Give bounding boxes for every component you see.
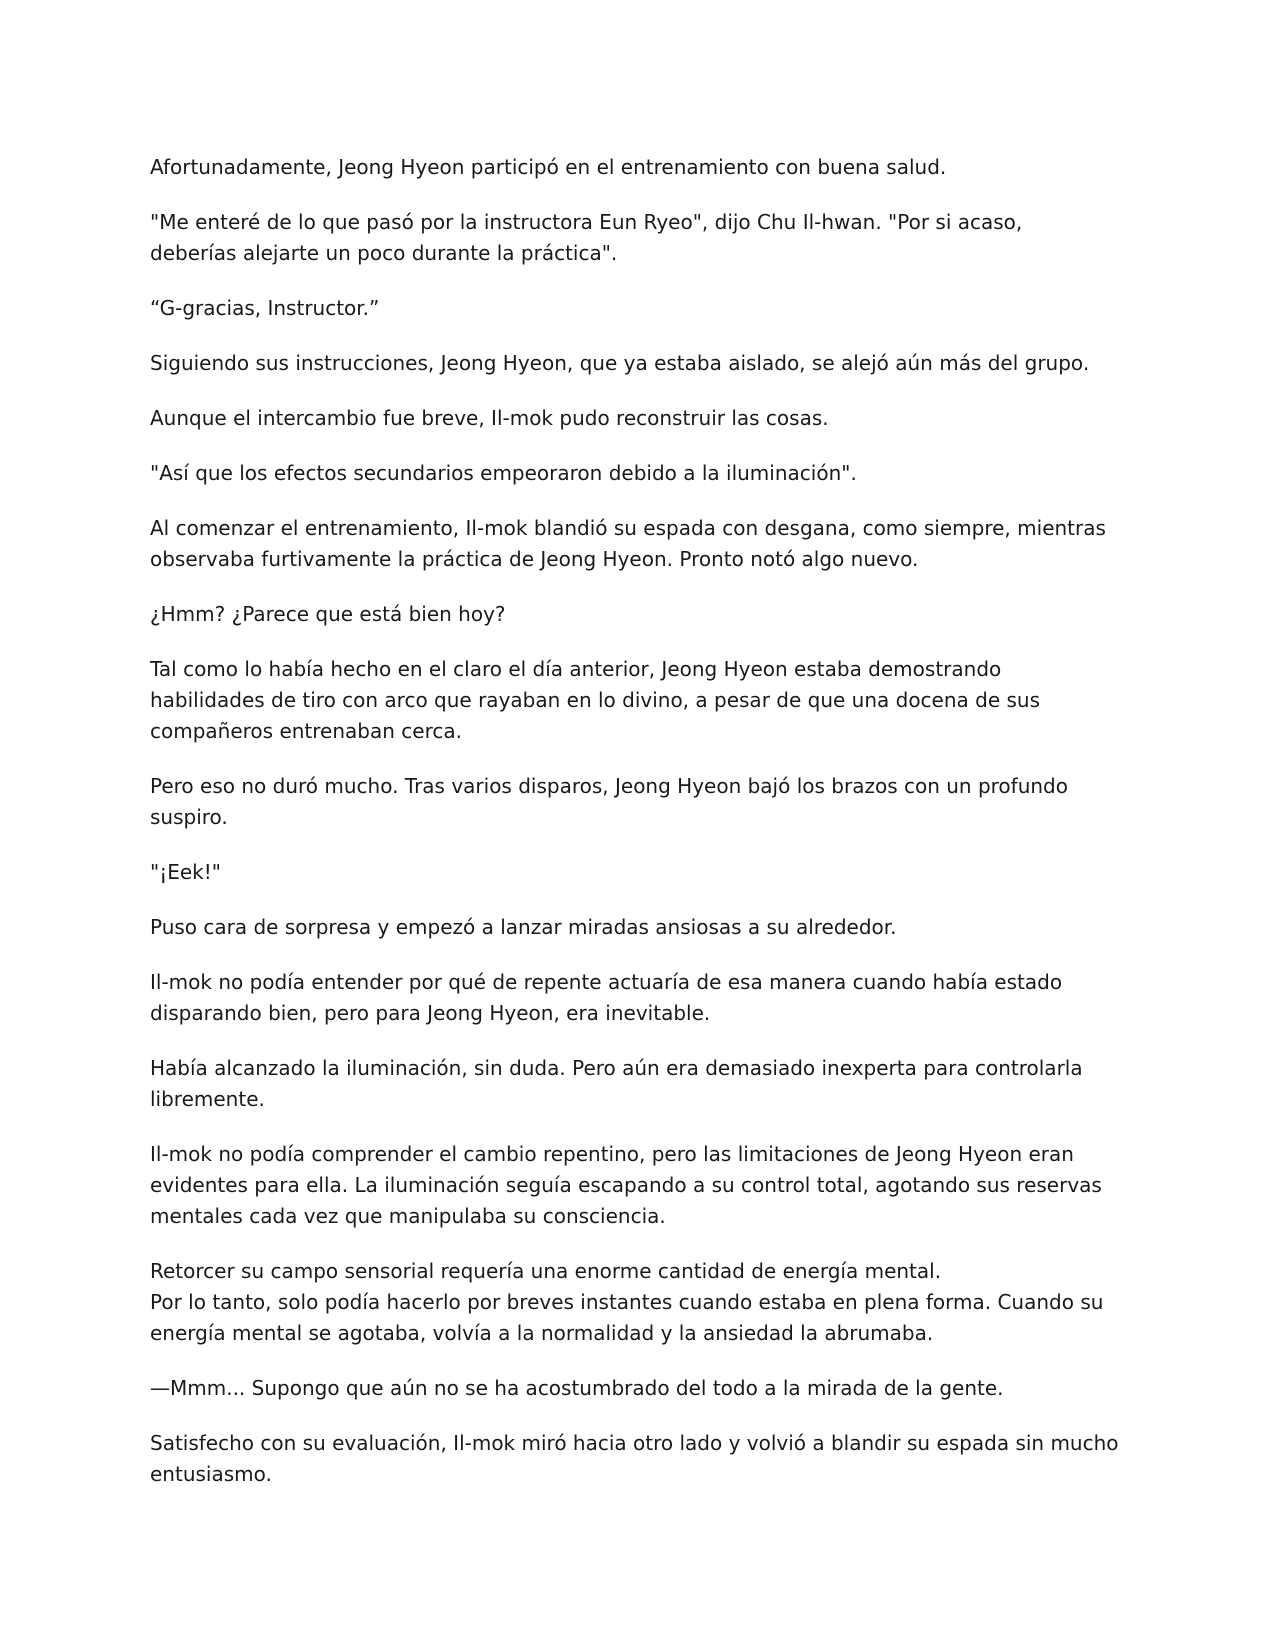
text-line: evidentes para ella. La iluminación seguía escapando a su control total, agotando sus reservas xyxy=(150,1173,1102,1197)
paragraph xyxy=(150,348,1125,379)
paragraph xyxy=(150,293,1125,324)
paragraph xyxy=(150,513,1125,575)
paragraph xyxy=(150,771,1125,833)
text-line: —Mmm... Supongo que aún no se ha acostumbrado del todo a la mirada de la gente. xyxy=(150,1376,1004,1400)
paragraph xyxy=(150,1428,1125,1490)
paragraph xyxy=(150,912,1125,943)
text-line: Puso cara de sorpresa y empezó a lanzar miradas ansiosas a su alrededor. xyxy=(150,915,897,939)
paragraph xyxy=(150,1373,1125,1404)
text-line: libremente. xyxy=(150,1087,265,1111)
text-line: "¡Eek!" xyxy=(150,860,221,884)
text-line: disparando bien, pero para Jeong Hyeon, era inevitable. xyxy=(150,1001,711,1025)
paragraph xyxy=(150,458,1125,489)
text-line: Pero eso no duró mucho. Tras varios disparos, Jeong Hyeon bajó los brazos con un profundo xyxy=(150,774,1068,798)
text-line: Siguiendo sus instrucciones, Jeong Hyeon, que ya estaba aislado, se alejó aún más del grupo. xyxy=(150,351,1090,375)
text-line: suspiro. xyxy=(150,805,228,829)
text-line: "Me enteré de lo que pasó por la instructora Eun Ryeo", dijo Chu Il-hwan. "Por si acaso, xyxy=(150,210,1023,234)
text-line: “G-gracias, Instructor.” xyxy=(150,296,380,320)
text-line: Al comenzar el entrenamiento, Il-mok blandió su espada con desgana, como siempre, mientras xyxy=(150,516,1106,540)
text-line: compañeros entrenaban cerca. xyxy=(150,719,462,743)
text-line: entusiasmo. xyxy=(150,1462,272,1486)
text-line: Aunque el intercambio fue breve, Il-mok pudo reconstruir las cosas. xyxy=(150,406,829,430)
text-line: observaba furtivamente la práctica de Jeong Hyeon. Pronto notó algo nuevo. xyxy=(150,547,919,571)
paragraph xyxy=(150,857,1125,888)
text-line: habilidades de tiro con arco que rayaban en lo divino, a pesar de que una docena de sus xyxy=(150,688,1041,712)
text-line: Por lo tanto, solo podía hacerlo por breves instantes cuando estaba en plena forma. Cuando su xyxy=(150,1290,1104,1314)
text-line: Afortunadamente, Jeong Hyeon participó en el entrenamiento con buena salud. xyxy=(150,155,947,179)
text-line: Il-mok no podía comprender el cambio repentino, pero las limitaciones de Jeong Hyeon eran xyxy=(150,1142,1074,1166)
text-line: Tal como lo había hecho en el claro el día anterior, Jeong Hyeon estaba demostrando xyxy=(150,657,1002,681)
paragraph xyxy=(150,207,1125,269)
paragraph xyxy=(150,403,1125,434)
paragraph xyxy=(150,1139,1125,1232)
paragraph xyxy=(150,654,1125,747)
text-line: energía mental se agotaba, volvía a la normalidad y la ansiedad la abrumaba. xyxy=(150,1321,934,1345)
text-line: Satisfecho con su evaluación, Il-mok miró hacia otro lado y volvió a blandir su espada sin mucho xyxy=(150,1431,1119,1455)
text-line: Il-mok no podía entender por qué de repente actuaría de esa manera cuando había estado xyxy=(150,970,1063,994)
text-line: Retorcer su campo sensorial requería una enorme cantidad de energía mental. xyxy=(150,1259,942,1283)
paragraph xyxy=(150,152,1125,183)
paragraph xyxy=(150,599,1125,630)
document-body xyxy=(150,152,1125,1490)
text-line: deberías alejarte un poco durante la práctica". xyxy=(150,241,618,265)
text-line: ¿Hmm? ¿Parece que está bien hoy? xyxy=(150,602,506,626)
text-line: mentales cada vez que manipulaba su consciencia. xyxy=(150,1204,666,1228)
paragraph xyxy=(150,1053,1125,1115)
text-line: "Así que los efectos secundarios empeoraron debido a la iluminación". xyxy=(150,461,857,485)
paragraph xyxy=(150,1256,1125,1349)
paragraph xyxy=(150,967,1125,1029)
text-line: Había alcanzado la iluminación, sin duda. Pero aún era demasiado inexperta para controlarla xyxy=(150,1056,1083,1080)
